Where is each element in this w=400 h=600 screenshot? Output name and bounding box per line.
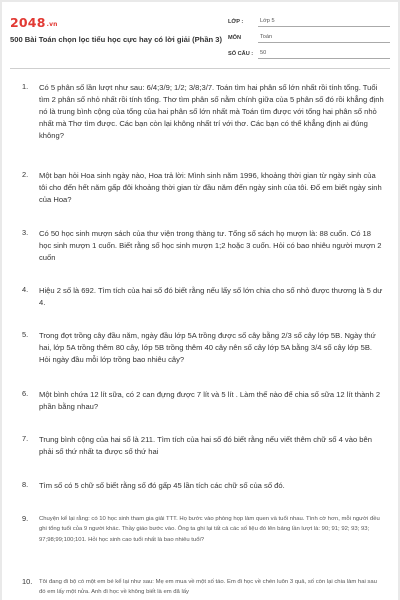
question-text: Tìm số có 5 chữ số biết rằng số đó gấp 45 lần tích các chữ số của số đó. [39, 481, 285, 490]
meta-row-class [228, 11, 390, 27]
meta-value-subject: Toán [258, 31, 390, 43]
document-header [2, 2, 398, 68]
question-number: 5. [22, 330, 29, 339]
question-text: Trong đợt trồng cây đầu năm, ngày đầu lớp 5A trồng được số cây bằng 2/3 số cây lớp 5B. Ngày thứ hai, lớp 5A trồng thêm 80 cây, lớp 5B trồng thêm 40 cây nên số cây lớp 5A bằng 3/4 số cây lớp 5B. Hỏi ngày đầu mỗi lớp trồng bao nhiêu cây? [39, 331, 376, 364]
question-text: Trung bình cộng của hai số là 211. Tìm tích của hai số đó biết rằng nếu viết thêm chữ số 4 vào bên phải số thứ nhất ta được số thứ hai [39, 435, 372, 456]
question-text: Một bình chứa 12 lít sữa, có 2 can đựng được 7 lít và 5 lít . Làm thế nào để chia số sữa 12 lít thành 2 phần bằng nhau? [39, 390, 381, 411]
question-number: 4. [22, 285, 29, 294]
question-number: 7. [22, 434, 29, 443]
meta-row-subject [228, 27, 390, 43]
site-logo[interactable] [10, 15, 58, 30]
question-number: 9. [22, 514, 29, 523]
question-number: 8. [22, 480, 29, 489]
question-text: Hiệu 2 số là 692. Tìm tích của hai số đó biết rằng nếu lấy số lớn chia cho số nhỏ được thương là 5 dư 4. [39, 286, 383, 307]
meta-value-class: Lớp 5 [258, 15, 390, 27]
meta-value-count: 50 [258, 47, 390, 59]
question-number: 2. [22, 170, 29, 179]
question-text: Có 50 học sinh mượn sách của thư viện trong thàng tư. Tổng số sách họ mượn là: 88 cuốn. Có 18 học sinh mượn 1 cuốn. Biết rằng số học sinh mượn 1;2 hoặc 3 cuốn. Hỏi có bao nhiêu người mượn 2 cuốn [39, 229, 382, 262]
question-number: 1. [22, 82, 29, 91]
document-meta-box [228, 11, 390, 59]
question-text: Một bạn hỏi Hoa sinh ngày nào, Hoa trả lời: Mình sinh năm 1996, khoảng thời gian từ ngày sinh của tôi cho đến hết năm gấp đôi khoảng thời gian từ đầu năm đến ngày sinh của tôi. Đố em biết ngày sinh của Hoa? [39, 171, 382, 204]
meta-label-count: SỐ CÂU : [228, 51, 254, 57]
question-number: 3. [22, 228, 29, 237]
logo-tld-text: .vn [46, 21, 58, 28]
question-text: Tôi đang đi bộ có một em bé kể lại như sau: Mẹ em mua về một số táo. Em đi học về chén luôn 3 quả, số còn lại chia làm hai sau đó em lấy một nửa. Anh đi học về không biết là em đã lấy [39, 579, 377, 596]
document-title: 500 Bài Toán chọn lọc tiểu học cực hay có lời giải (Phần 3) [10, 35, 223, 44]
meta-row-count [228, 43, 390, 59]
question-number: 10. [22, 577, 33, 586]
question-text: Chuyện kể lại rằng: có 10 học sinh tham gia giải TTT. Họ bước vào phòng họp làm quen và tuổi nhau. Tình cờ hơn, mỗi người đều ghi tổng tuổi của 9 người khác. Thầy giáo bước vào. Ông ta ghi lại tất cả các số liệu đó lên bảng lần lượt là: 90; 91; 92; 93; 93; 97;98;99;100;101. Hỏi học sinh cao tuổi nhất là bao nhiêu tuổi? [39, 516, 380, 543]
logo-main-text: 2048 [10, 15, 46, 30]
document-page [2, 2, 398, 600]
header-divider [10, 68, 390, 69]
meta-label-class: LỚP : [228, 19, 244, 25]
question-number: 6. [22, 389, 29, 398]
question-text: Có 5 phân số lần lượt như sau: 6/4;3/9; 1/2; 3/8;3/7. Toán tìm hai phân số lớn nhất rồi tính tổng. Tuổi tìm 2 phân số nhỏ nhất rồi tính tổng. Thơ tìm phân số nằm chính giữa của 5 phân số đó rồi khẳng định nó là trung bình cộng của tổng của hai phân số lớn nhất mà Toán tìm được với tổng hai phân số nhỏ nhất mà Thơ tìm được. Các bạn còn lại không nhất trí với thơ. Các bạn có thể khẳng định ai đúng không? [39, 83, 384, 140]
meta-label-subject: MÔN [228, 35, 242, 41]
